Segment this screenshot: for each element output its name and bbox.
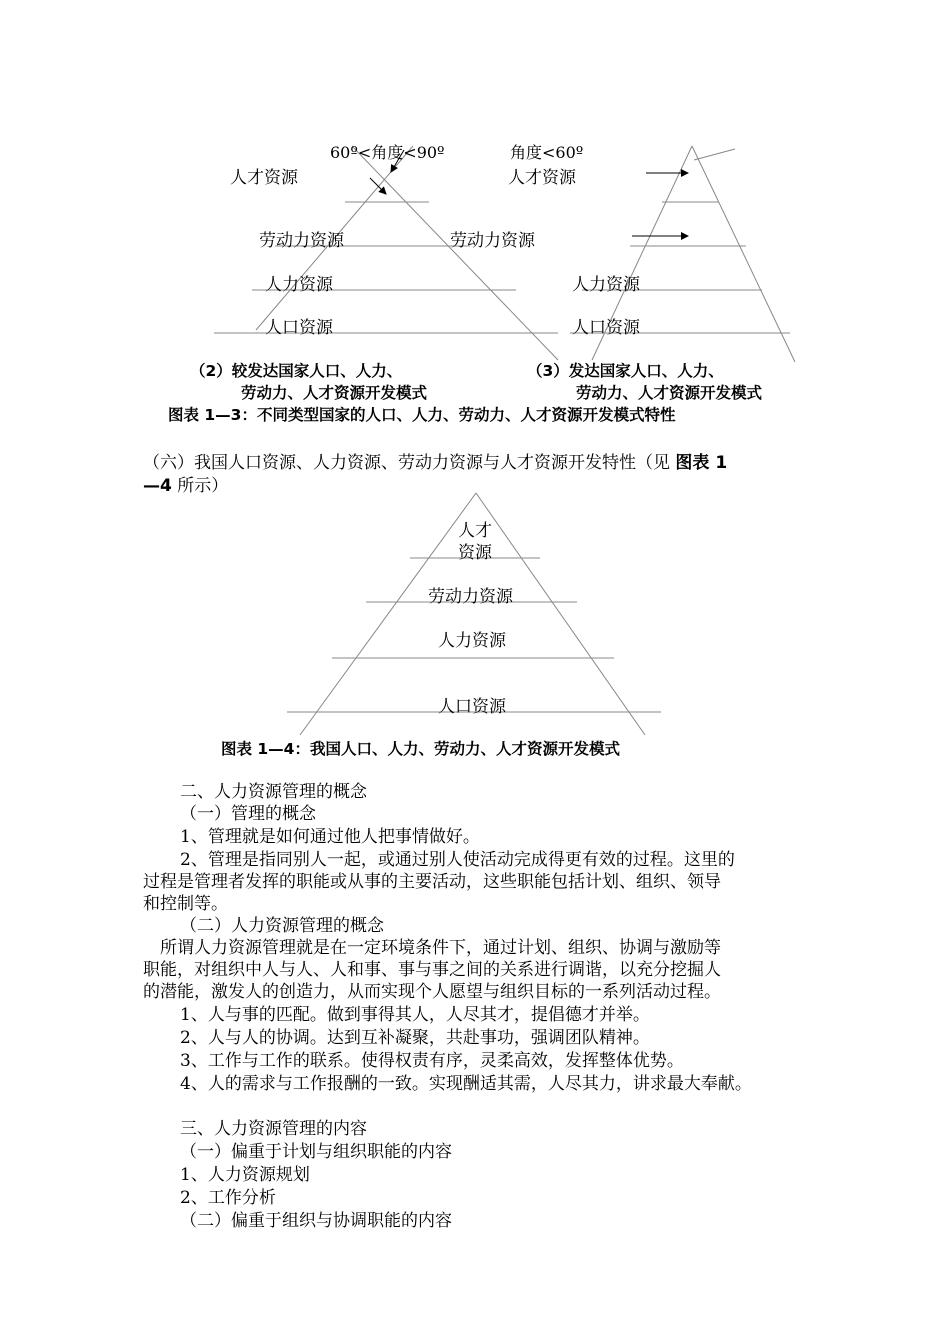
paragraph-1: 1、管理就是如何通过他人把事情做好。	[180, 827, 480, 847]
right-angle-label: 角度<60º	[510, 143, 584, 162]
left-caption-line1: （2）较发达国家人口、人力、	[190, 362, 403, 380]
left-caption-line2: 劳动力、人才资源开发模式	[241, 384, 428, 402]
heading-2-1: （一）管理的概念	[180, 804, 316, 824]
left-angle-label: 60º<角度<90º	[330, 143, 445, 162]
china-human-label: 人力资源	[438, 631, 506, 651]
section-6-line2: —4 所示）	[143, 476, 229, 496]
heading-2-2: （二）人力资源管理的概念	[180, 916, 384, 936]
paragraph-3-line3: 的潜能，激发人的创造力，从而实现个人愿望与组织目标的一系列活动过程。	[143, 982, 721, 1002]
content-item-1: 1、人力资源规划	[180, 1165, 310, 1185]
right-pyramid-right-edge	[692, 146, 795, 362]
paragraph-2-line1: 2、管理是指同别人一起，或通过别人使活动完成得更有效的过程。这里的	[180, 850, 735, 870]
china-population-label: 人口资源	[438, 697, 506, 717]
heading-2: 二、人力资源管理的概念	[180, 782, 367, 802]
china-talent-label-line1: 人才	[458, 521, 492, 541]
right-caption-line1: （3）发达国家人口、人力、	[527, 362, 724, 380]
right-caption-line2: 劳动力、人才资源开发模式	[576, 384, 763, 402]
right-talent-label: 人才资源	[508, 168, 576, 188]
heading-3: 三、人力资源管理的内容	[180, 1119, 367, 1139]
paragraph-3-line1: 所谓人力资源管理就是在一定环境条件下，通过计划、组织、协调与激励等	[160, 938, 721, 958]
china-talent-label-line2: 资源	[458, 543, 492, 563]
section-6-line1: （六）我国人口资源、人力资源、劳动力资源与人才资源开发特性（见 图表 1	[143, 453, 728, 473]
heading-3-1: （一）偏重于计划与组织职能的内容	[180, 1142, 452, 1162]
figure-ref-cont: —4	[143, 476, 172, 496]
paragraph-2-line3: 和控制等。	[143, 894, 228, 914]
right-human-label: 人力资源	[572, 275, 640, 295]
figure-1-4-title: 图表 1—4：我国人口、人力、劳动力、人才资源开发模式	[221, 740, 620, 758]
content-item-2: 2、工作分析	[180, 1188, 276, 1208]
right-population-label: 人口资源	[572, 318, 640, 338]
list-item-1: 1、人与事的匹配。做到事得其人，人尽其才，提倡德才并举。	[180, 1005, 650, 1025]
left-human-label: 人力资源	[265, 275, 333, 295]
heading-3-2: （二）偏重于组织与协调职能的内容	[180, 1211, 452, 1231]
left-population-label: 人口资源	[265, 318, 333, 338]
list-item-3: 3、工作与工作的联系。使得权责有序，灵柔高效，发挥整体优势。	[180, 1051, 684, 1071]
china-labor-label: 劳动力资源	[428, 587, 513, 607]
left-talent-label: 人才资源	[230, 168, 298, 188]
left-labor-label: 劳动力资源	[259, 231, 344, 251]
figure-1-3-title: 图表 1—3：不同类型国家的人口、人力、劳动力、人才资源开发模式特性	[168, 406, 676, 424]
list-item-4: 4、人的需求与工作报酬的一致。实现酬适其需，人尽其力，讲求最大奉献。	[180, 1074, 752, 1094]
paragraph-3-line2: 职能，对组织中人与人、人和事、事与事之间的关系进行调谐，以充分挖掘人	[143, 960, 721, 980]
paragraph-2-line2: 过程是管理者发挥的职能或从事的主要活动，这些职能包括计划、组织、领导	[143, 872, 721, 892]
list-item-2: 2、人与人的协调。达到互补凝聚，共赴事功，强调团队精神。	[180, 1028, 650, 1048]
left-labor-label-right: 劳动力资源	[450, 231, 535, 251]
figure-ref: 图表 1	[675, 453, 728, 473]
